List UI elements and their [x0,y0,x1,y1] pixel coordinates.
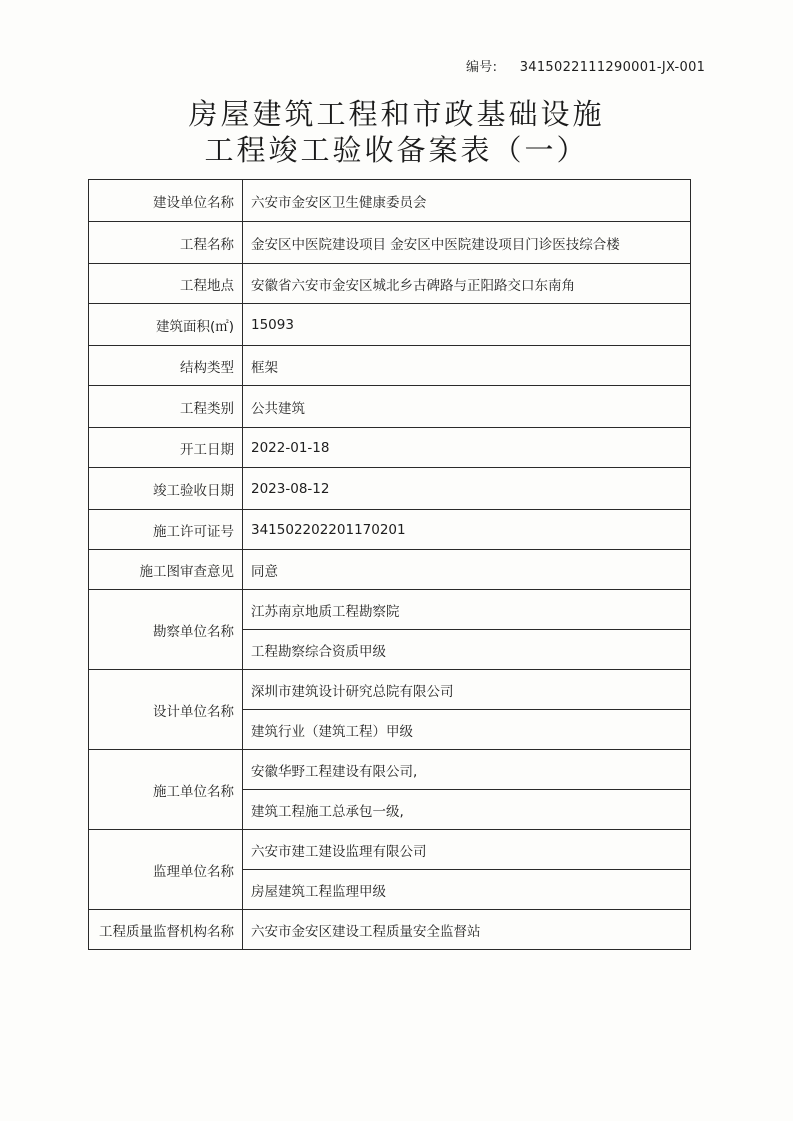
label-supervisor-unit: 监理单位名称 [89,830,243,910]
label-project-location: 工程地点 [89,264,243,304]
row-survey-unit-name [89,590,691,630]
row-construction-unit [89,180,691,222]
value-survey-unit-qualification: 工程勘察综合资质甲级 [243,630,691,670]
value-building-area: 15093 [243,304,691,346]
row-drawing-review [89,550,691,590]
value-contractor-unit-name: 安徽华野工程建设有限公司, [243,750,691,790]
label-building-area: 建筑面积(㎡) [89,304,243,346]
value-supervisor-unit-name: 六安市建工建设监理有限公司 [243,830,691,870]
label-design-unit: 设计单位名称 [89,670,243,750]
label-project-category: 工程类别 [89,386,243,428]
label-drawing-review: 施工图审查意见 [89,550,243,590]
row-project-category [89,386,691,428]
row-project-location [89,264,691,304]
value-acceptance-date: 2023-08-12 [243,468,691,510]
value-construction-unit: 六安市金安区卫生健康委员会 [243,180,691,222]
value-quality-supervision: 六安市金安区建设工程质量安全监督站 [243,910,691,950]
label-contractor-unit: 施工单位名称 [89,750,243,830]
label-permit-number: 施工许可证号 [89,510,243,550]
row-acceptance-date [89,468,691,510]
row-design-unit-name [89,670,691,710]
row-contractor-unit-name [89,750,691,790]
row-building-area [89,304,691,346]
row-permit-number [89,510,691,550]
value-start-date: 2022-01-18 [243,428,691,468]
row-structure-type [89,346,691,386]
value-project-name: 金安区中医院建设项目 金安区中医院建设项目门诊医技综合楼 [243,222,691,264]
value-supervisor-unit-qualification: 房屋建筑工程监理甲级 [243,870,691,910]
label-start-date: 开工日期 [89,428,243,468]
label-structure-type: 结构类型 [89,346,243,386]
row-start-date [89,428,691,468]
filing-form-table [88,179,691,950]
value-structure-type: 框架 [243,346,691,386]
value-project-location: 安徽省六安市金安区城北乡古碑路与正阳路交口东南角 [243,264,691,304]
title-line-2: 工程竣工验收备案表（一） [204,133,589,167]
serial-label: 编号: [466,60,498,75]
value-drawing-review: 同意 [243,550,691,590]
serial-value: 3415022111290001-JX-001 [519,60,706,75]
value-design-unit-qualification: 建筑行业（建筑工程）甲级 [243,710,691,750]
value-contractor-unit-qualification: 建筑工程施工总承包一级, [243,790,691,830]
value-project-category: 公共建筑 [243,386,691,428]
value-design-unit-name: 深圳市建筑设计研究总院有限公司 [243,670,691,710]
title-line-1: 房屋建筑工程和市政基础设施 [188,97,605,131]
row-supervisor-unit-name [89,830,691,870]
serial-number [466,56,705,75]
page-title [0,96,793,168]
label-survey-unit: 勘察单位名称 [89,590,243,670]
value-survey-unit-name: 江苏南京地质工程勘察院 [243,590,691,630]
label-project-name: 工程名称 [89,222,243,264]
label-quality-supervision: 工程质量监督机构名称 [89,910,243,950]
value-permit-number: 341502202201170201 [243,510,691,550]
row-quality-supervision [89,910,691,950]
label-acceptance-date: 竣工验收日期 [89,468,243,510]
label-construction-unit: 建设单位名称 [89,180,243,222]
row-project-name [89,222,691,264]
